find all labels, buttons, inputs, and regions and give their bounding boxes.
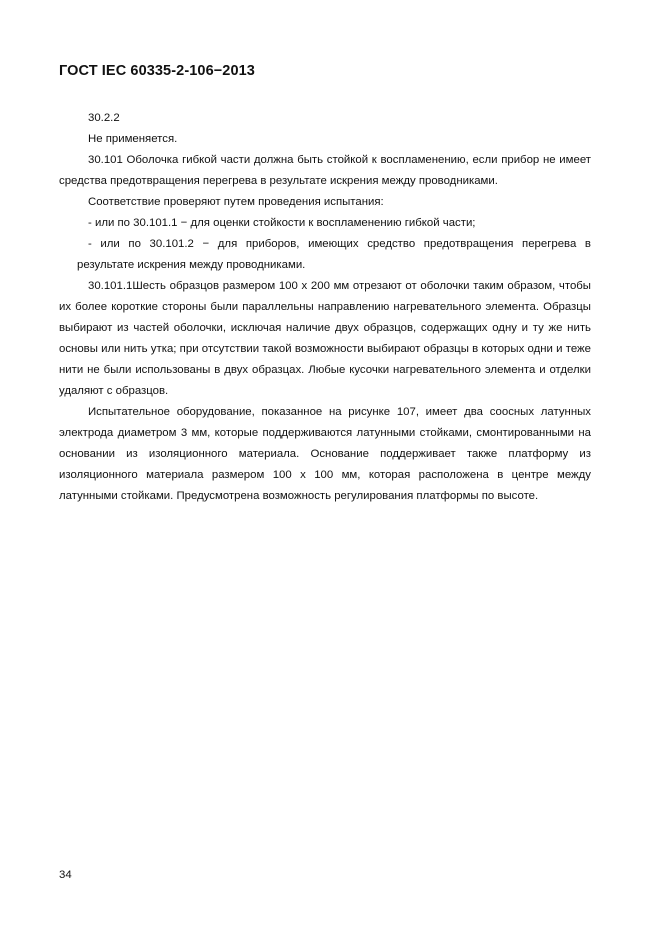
document-header-title: ГОСТ IEC 60335-2-106−2013 — [59, 63, 255, 79]
test-equipment-text: Испытательное оборудование, показанное на рисунке 107, имеет два соосных латунных электрода диаметром 3 мм, которые поддерживаются латунными стойками, смонтированными на основании из изоляционного материала. Основание поддерживает также платформу из изоляционного материала размером 100 х 100 мм, которая расположена в центре между латунными стойками. Предусмотрена возможность регулирования платформы по высоте. — [59, 406, 591, 502]
page-number: 34 — [59, 869, 72, 881]
clause-number-30-2-2: 30.2.2 — [88, 112, 120, 124]
list-item-30-101-2: - или по 30.101.2 − для приборов, имеющих средство предотвращения перегрева в результате искрения между проводниками. — [77, 238, 591, 271]
compliance-check-text: Соответствие проверяют путем проведения испытания: — [88, 196, 384, 208]
clause-30-101-text: 30.101 Оболочка гибкой части должна быть стойкой к воспламенению, если прибор не имеет средства предотвращения перегрева в результате искрения между проводниками. — [59, 154, 591, 187]
list-item-30-101-1: - или по 30.101.1 − для оценки стойкости к воспламенению гибкой части; — [88, 217, 476, 229]
clause-30-2-2-text: Не применяется. — [88, 133, 178, 145]
clause-30-101-1-text: 30.101.1Шесть образцов размером 100 х 200 мм отрезают от оболочки таким образом, чтобы их более короткие стороны были параллельны направлению нагревательного элемента. Образцы выбирают из частей оболочки, исключая наличие двух образцов, содержащих одну и ту же нить основы или нить утка; при отсутствии такой возможности выбирают образцы в которых одни и теже нити не были использованы в двух образцах. Любые кусочки нагревательного элемента и отделки удаляют с образцов. — [59, 280, 591, 397]
document-body — [59, 108, 591, 507]
